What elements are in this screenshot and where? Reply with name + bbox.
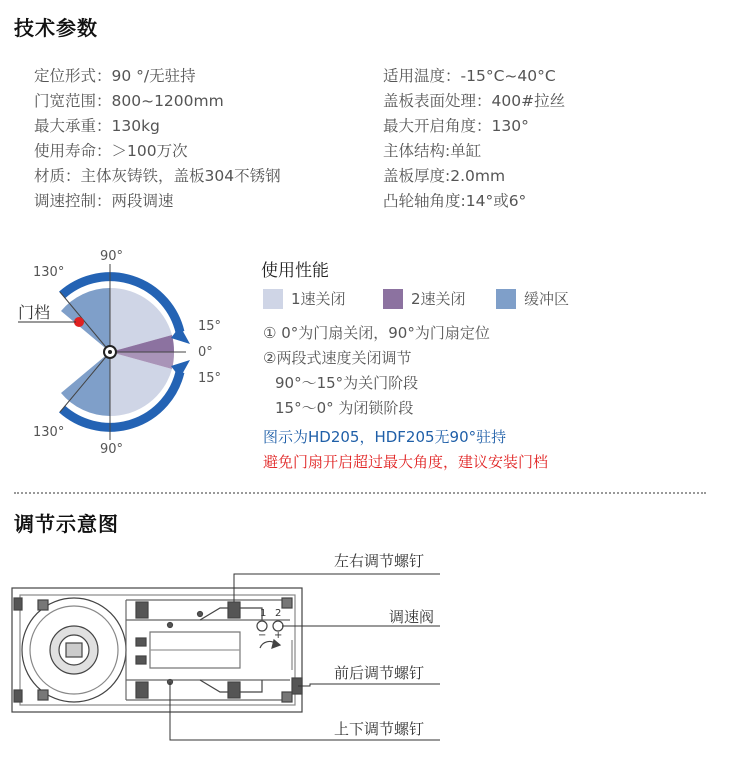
- label-0: 0°: [198, 345, 213, 360]
- valve-mark-2: 2: [275, 608, 282, 619]
- legend-item-buffer: [496, 288, 569, 309]
- spec-item: 最大承重：130kg: [34, 117, 160, 135]
- callout-fb-screw: 前后调节螺钉: [334, 664, 425, 682]
- spec-item: 盖板厚度:2.0mm: [383, 167, 506, 185]
- spec-item: 调速控制：两段调速: [34, 192, 174, 210]
- note-2: ②两段式速度关闭调节: [263, 349, 412, 367]
- spec-item: 主体结构:单缸: [383, 142, 482, 160]
- legend-swatch: [496, 289, 516, 309]
- section-divider: [14, 492, 706, 494]
- arrow-head-upper: [171, 326, 190, 344]
- specs-right-list: [383, 64, 565, 214]
- spec-item: 门宽范围：800~1200mm: [34, 92, 224, 110]
- label-130-bottom: 130°: [33, 425, 65, 440]
- spec-item: 最大开启角度：130°: [383, 117, 529, 135]
- legend-label: 缓冲区: [524, 290, 570, 308]
- spec-item: 盖板表面处理：400#拉丝: [383, 92, 566, 110]
- note-1: ① 0°为门扇关闭，90°为门扇定位: [263, 324, 490, 342]
- leader-fb-screw: [298, 684, 440, 686]
- section-title-adjustment: 调节示意图: [14, 512, 119, 536]
- legend-swatch: [263, 289, 283, 309]
- spec-item: 使用寿命：＞100万次: [34, 142, 188, 160]
- label-15-lower: 15°: [198, 371, 222, 386]
- lr-screw-upper: [228, 602, 240, 618]
- callout-ud-screw: 上下调节螺钉: [334, 720, 425, 738]
- valve-mark-1: 1: [260, 608, 267, 619]
- arrow-head-lower: [171, 360, 190, 378]
- spec-item: 定位形式：90 °/无驻持: [34, 67, 196, 85]
- legend-item-speed1: [263, 288, 346, 309]
- section-title-specs: 技术参数: [14, 16, 98, 40]
- label-15-upper: 15°: [198, 319, 222, 334]
- label-90-top: 90°: [100, 249, 124, 264]
- label-130-top: 130°: [33, 265, 65, 280]
- spec-item: 材质：主体灰铸铁，盖板304不锈钢: [34, 167, 281, 185]
- callout-speed-valve: 调速阀: [389, 608, 435, 626]
- model-note: 图示为HD205，HDF205无90°驻持: [263, 428, 507, 446]
- valve-mark-plus: +: [274, 630, 283, 641]
- legend-label: 1速关闭: [291, 290, 346, 308]
- specs-left-list: [34, 64, 281, 214]
- note-3: 90°～15°为关门阶段: [275, 374, 419, 392]
- note-4: 15°～0° 为闭锁阶段: [275, 399, 414, 417]
- opening-angle-diagram: [0, 240, 250, 470]
- spec-item: 适用温度：-15°C~40°C: [383, 67, 556, 85]
- performance-title: 使用性能: [261, 261, 329, 281]
- legend-item-speed2: [383, 288, 466, 309]
- label-door-stop: 门档: [18, 303, 51, 322]
- callout-lr-screw: 左右调节螺钉: [334, 552, 425, 570]
- legend-swatch: [383, 289, 403, 309]
- warning-note: 避免门扇开启超过最大角度，建议安装门档: [263, 453, 549, 471]
- legend-label: 2速关闭: [411, 290, 466, 308]
- spec-item: 凸轮轴角度:14°或6°: [383, 192, 527, 210]
- label-90-bottom: 90°: [100, 442, 124, 457]
- valve-mark-minus: −: [258, 630, 267, 641]
